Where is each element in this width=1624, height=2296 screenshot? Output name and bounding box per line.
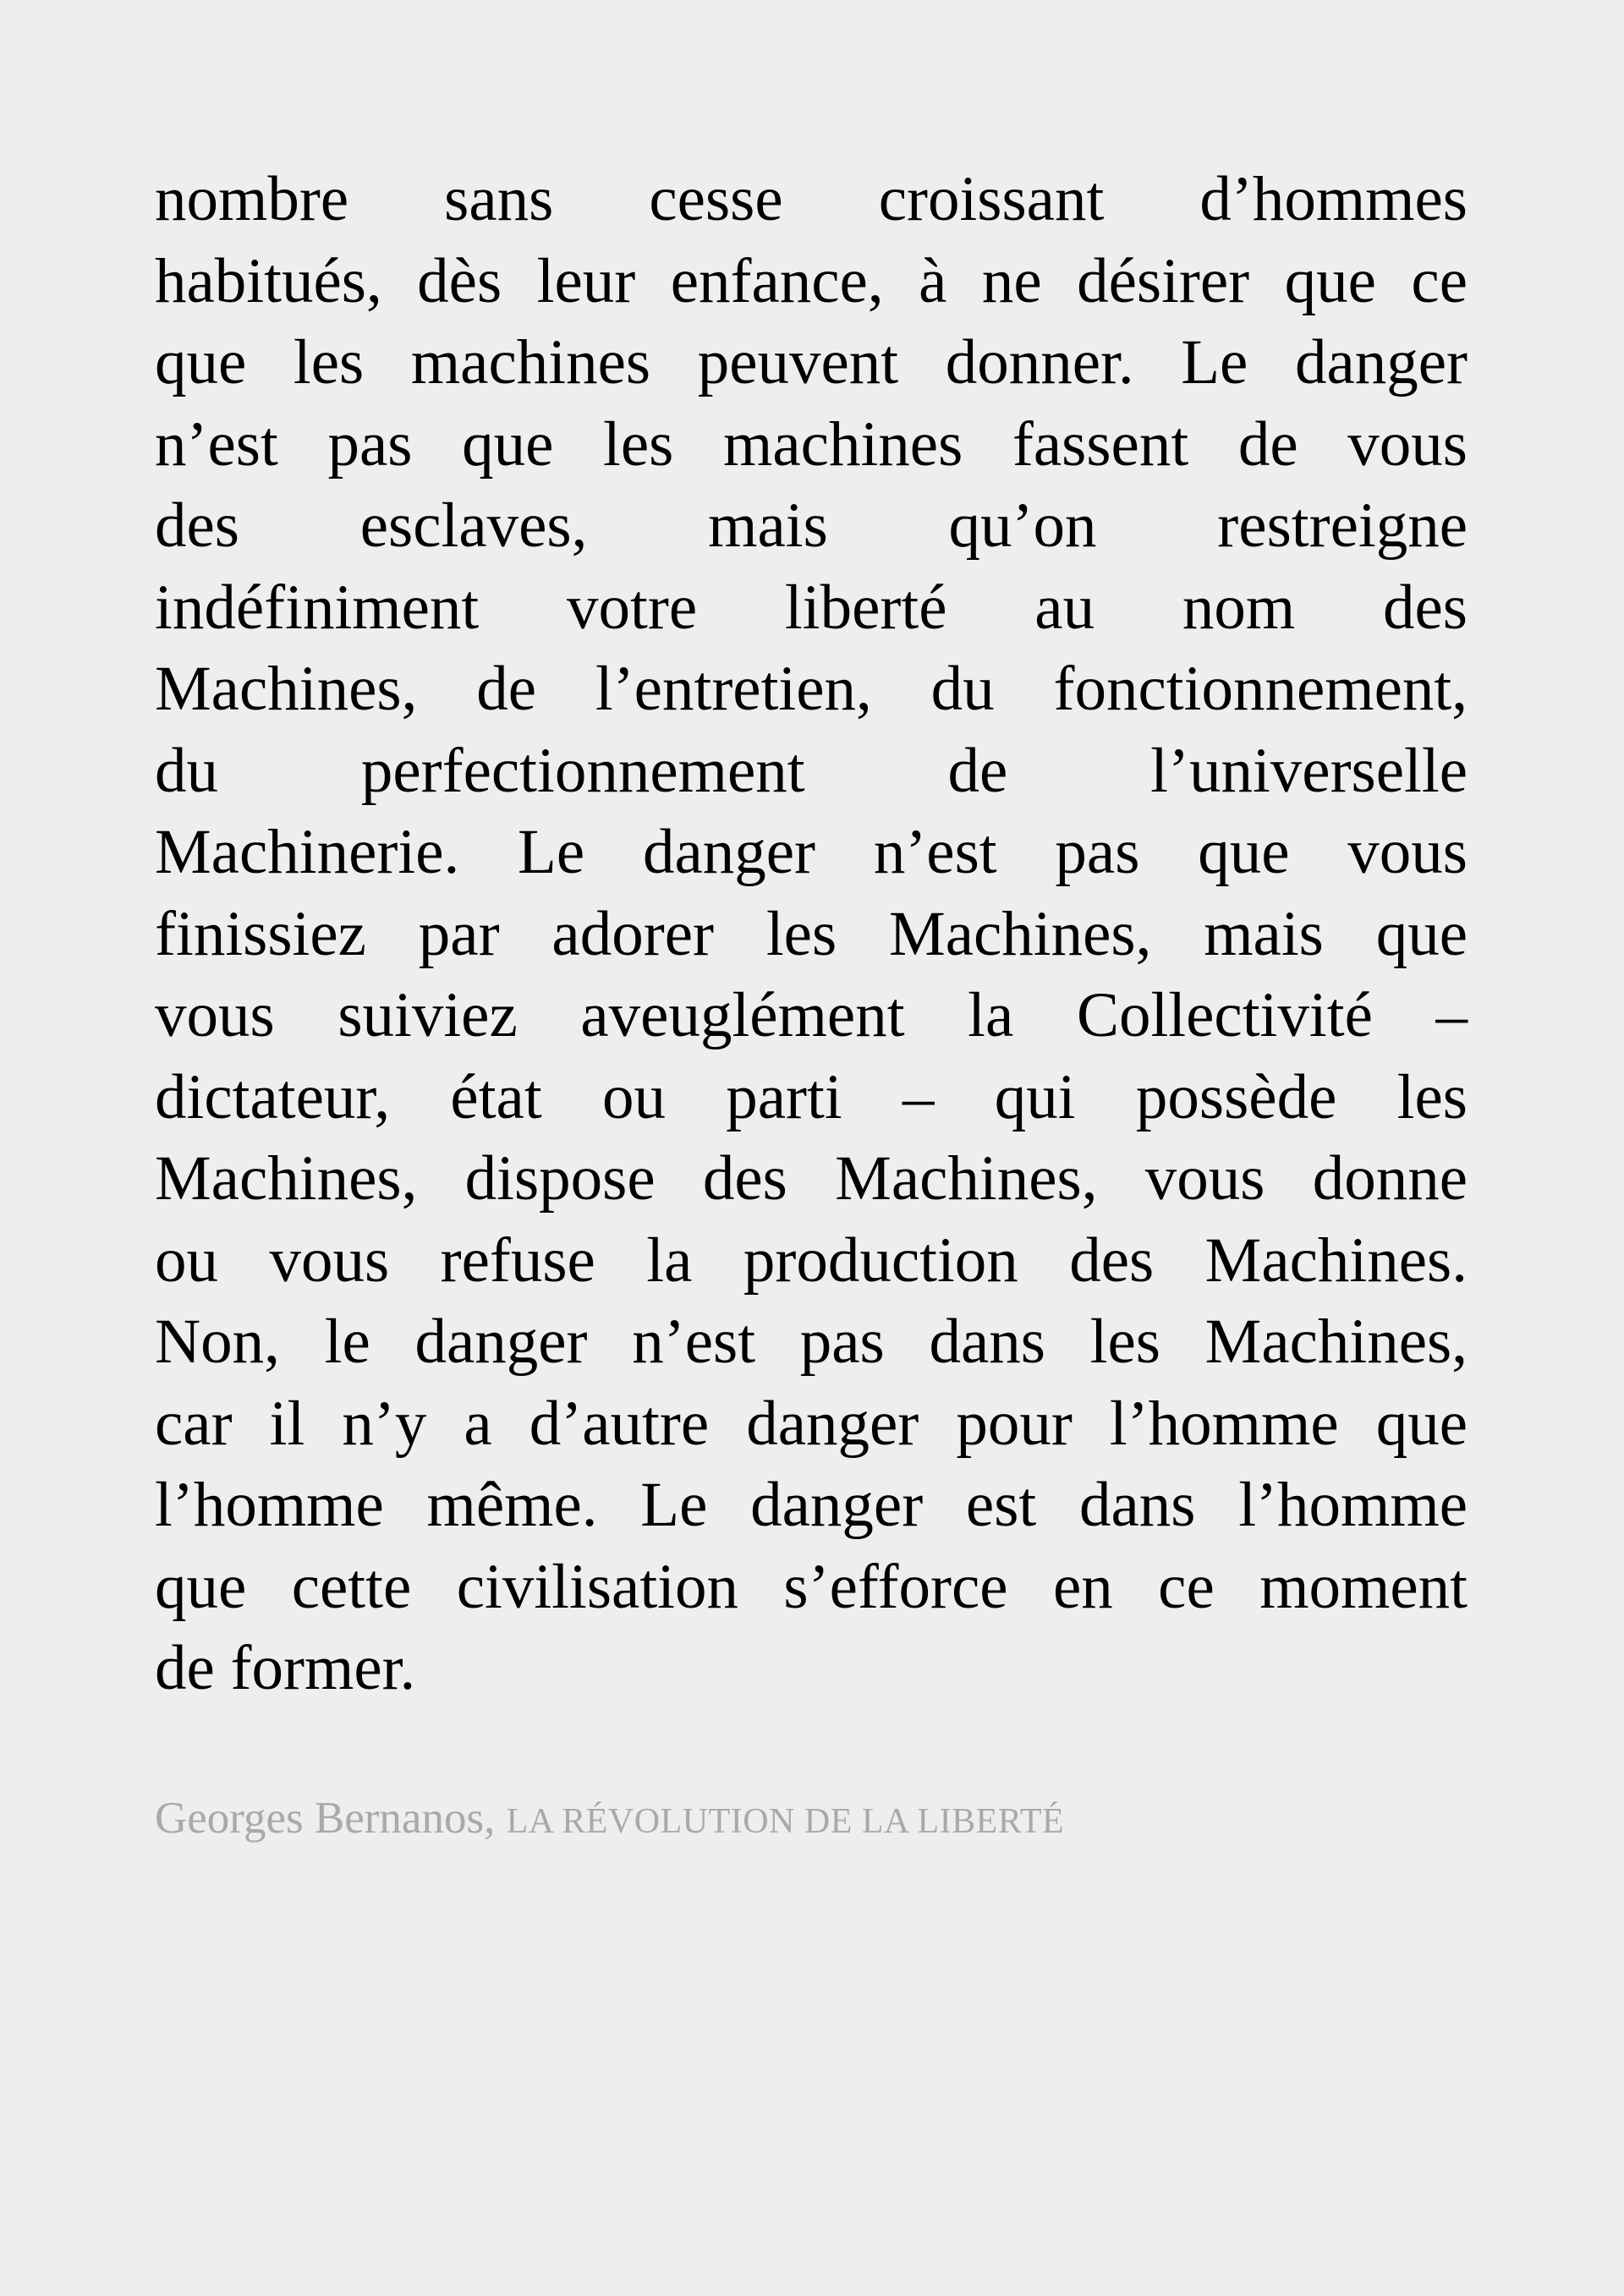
quote-line: Non, le danger n’est pas dans les Machines, [155,1307,1468,1377]
quote-line: Machines, dispose des Machines, vous donne [155,1143,1468,1214]
quote-line: finissiez par adorer les Machines, mais que [155,898,1468,969]
quote-line: dictateur, état ou parti – qui possède les [155,1061,1468,1132]
quote-line: vous suiviez aveuglément la Collectivité – [155,980,1468,1050]
quote-line: que les machines peuvent donner. Le danger [155,327,1468,397]
quote-line: habitués, dès leur enfance, à ne désirer que ce [155,245,1468,316]
quote-line: indéfiniment votre liberté au nom des [155,572,1468,643]
quote-line: nombre sans cesse croissant d’hommes [155,164,1468,234]
quote-line: des esclaves, mais qu’on restreigne [155,490,1468,561]
attribution [155,1784,1468,1855]
quote-line: car il n’y a d’autre danger pour l’homme que [155,1388,1468,1459]
quote-line: l’homme même. Le danger est dans l’homme [155,1470,1468,1540]
quote-line: de former. [155,1633,416,1703]
quote-line: que cette civilisation s’efforce en ce moment [155,1551,1468,1622]
quote-line: n’est pas que les machines fassent de vous [155,408,1468,479]
quote-line: Machinerie. Le danger n’est pas que vous [155,817,1468,887]
quote-line: ou vous refuse la production des Machines. [155,1225,1468,1296]
quote-line: Machines, de l’entretien, du fonctionnement, [155,654,1468,724]
quote-paragraph [155,159,1468,1710]
author-name: Georges Bernanos, [155,1794,496,1843]
work-title: LA RÉVOLUTION DE LA LIBERTÉ [506,1802,1065,1841]
quote-line: du perfectionnement de l’universelle [155,735,1468,806]
